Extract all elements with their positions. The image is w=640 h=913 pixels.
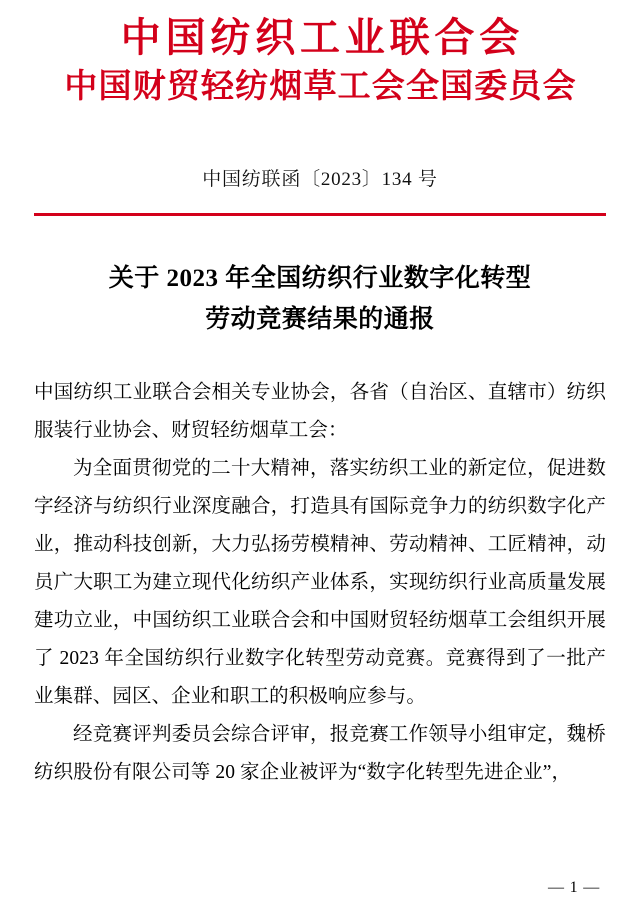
body-salutation: 中国纺织工业联合会相关专业协会，各省（自治区、直辖市）纺织服装行业协会、财贸轻纺烟草工会： bbox=[34, 382, 606, 442]
letterhead-line-1: 中国纺织工业联合会 bbox=[120, 15, 524, 60]
letterhead-line-2: 中国财贸轻纺烟草工会全国委员会 bbox=[64, 68, 577, 105]
document-title-line-1: 关于 2023 年全国纺织行业数字化转型 bbox=[108, 264, 532, 292]
body-paragraph-2: 经竞赛评判委员会综合评审，报竞赛工作领导小组审定，魏桥纺织股份有限公司等 20 家企业被评为“数字化转型先进企业”， bbox=[34, 724, 606, 784]
red-divider-rule bbox=[34, 213, 606, 216]
document-title-line-2: 劳动竞赛结果的通报 bbox=[205, 306, 435, 333]
letterhead bbox=[34, 0, 606, 106]
page-number: — 1 — bbox=[548, 879, 600, 896]
document-number: 中国纺联函〔2023〕134 号 bbox=[202, 168, 438, 190]
document-title bbox=[34, 258, 606, 341]
document-body bbox=[34, 374, 606, 792]
body-paragraph-1: 为全面贯彻党的二十大精神，落实纺织工业的新定位，促进数字经济与纺织行业深度融合，打造具有国际竞争力的纺织数字化产业，推动科技创新，大力弘扬劳模精神、劳动精神、工匠精神，动员广大职工为建立现代化纺织产业体系，实现纺织行业高质量发展建功立业，中国纺织工业联合会和中国财贸轻纺烟草工会组织开展了 2023 年全国纺织行业数字化转型劳动竞赛。竞赛得到了一批产业集群、园区、企业和职工的积极响应参与。 bbox=[34, 458, 606, 708]
